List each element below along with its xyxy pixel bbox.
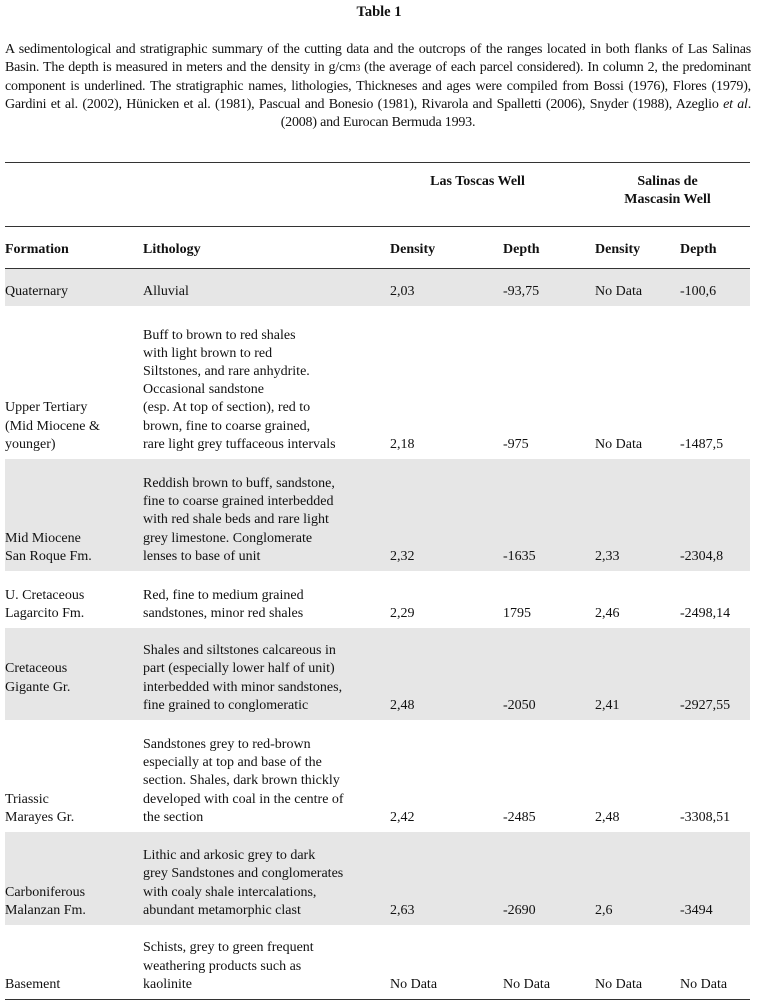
caption-text: A sedimentological and stratigraphic summary of the cutting data and the outcrops of the ranges located in both flanks of Las Salinas Basin. The depth is measured in meters and the density in g/cm [5,42,751,76]
depth-salinas-cell: -2304,8 [680,459,750,571]
density-salinas-cell: No Data [595,269,680,307]
col-depth-2: Depth [680,227,750,269]
depth-las-toscas-cell: -2050 [503,628,595,720]
density-las-toscas-cell: 2,63 [390,832,503,925]
table-row [5,628,750,720]
density-las-toscas-cell: 2,48 [390,628,503,720]
empty-header [5,163,390,227]
formation-cell: Carboniferous Malanzan Fm. [5,832,143,925]
group-header-las-toscas: Las Toscas Well [390,163,595,227]
col-density-1: Density [390,227,503,269]
col-lithology: Lithology [143,227,390,269]
formation-cell: Basement [5,925,143,1000]
table-title: Table 1 [356,4,402,20]
formation-cell: Triassic Marayes Gr. [5,791,75,825]
depth-las-toscas-cell: -93,75 [503,269,595,307]
caption-text: . (2008) and Eurocan Bermuda 1993. [280,96,751,131]
col-density-2: Density [595,227,680,269]
density-salinas-cell: 2,41 [595,628,680,720]
lithology-cell: Schists, grey to green frequent weathering products such as kaolinite [143,925,390,1000]
depth-salinas-cell: No Data [680,925,750,1000]
table-row [5,306,750,459]
lithology-cell: Red, fine to medium grained sandstones, minor red shales [143,587,304,621]
depth-las-toscas-cell: -2690 [503,832,595,925]
table-row [5,269,750,307]
caption-text: (the average of each parcel considered). In column 2, the predominant component is underlined. The stratigraphic names, lithologies, Thickneses and ages were compiled from Bossi (1976), Flores (1979), Gardini et al. (2002), Hünicken et al. (1981), Pascual and Bonesio (1981), Rivarola and Spalletti (2006), Snyder (1988), Azeglio [5,60,752,112]
table-caption [5,41,751,132]
depth-las-toscas-cell: 1795 [503,605,531,621]
density-las-toscas-cell: 2,42 [390,809,415,825]
density-salinas-cell: 2,48 [595,809,620,825]
depth-las-toscas-cell: -2485 [503,809,536,825]
table-row [5,832,750,925]
lithology-cell: Shales and siltstones calcareous in part (especially lower half of unit) interbedded with minor sandstones, fine grained to conglomeratic [143,628,390,720]
depth-salinas-cell: -2927,55 [680,628,750,720]
depth-salinas-cell: -1487,5 [680,436,724,452]
depth-salinas-cell: -3308,51 [680,809,731,825]
density-las-toscas-cell: 2,03 [390,269,503,307]
density-salinas-cell: 2,46 [595,605,620,621]
summary-table [5,162,750,1000]
lithology-cell: Buff to brown to red shales with light brown to red Siltstones, and rare anhydrite. Occasional sandstone (esp. At top of section), red to brown, fine to coarse grained, rare light grey tuffaceous intervals [143,327,336,452]
depth-salinas-cell: -2498,14 [680,605,731,621]
table-row [5,720,750,832]
lithology-cell: Sandstones grey to red-brown especially at top and base of the section. Shales, dark brown thickly developed with coal in the centre of the section [143,736,344,825]
depth-salinas-cell: -3494 [680,832,750,925]
group-header-row [5,163,750,227]
depth-las-toscas-cell: -975 [503,436,529,452]
formation-cell: Mid Miocene San Roque Fm. [5,459,143,571]
caption-italic: et al [723,96,748,112]
lithology-cell: Reddish brown to buff, sandstone, fine to coarse grained interbedded with red shale beds and rare light grey limestone. Conglomerate lenses to base of unit [143,459,390,571]
density-las-toscas-cell: 2,32 [390,459,503,571]
lithology-cell: Alluvial [143,269,390,307]
group-header-salinas-label: Salinas de Mascasin Well [624,174,711,208]
density-las-toscas-cell: 2,29 [390,605,415,621]
formation-cell: Cretaceous Gigante Gr. [5,628,143,720]
depth-las-toscas-cell: -1635 [503,459,595,571]
col-depth-1: Depth [503,227,595,269]
caption-superscript: 3 [355,63,361,74]
density-las-toscas-cell: 2,18 [390,436,415,452]
lithology-cell: Lithic and arkosic grey to dark grey Sandstones and conglomerates with coaly shale intercalations, abundant metamorphic clast [143,832,390,925]
formation-cell: Upper Tertiary (Mid Miocene & younger) [5,400,100,452]
column-header-row [5,227,750,269]
density-salinas-cell: 2,6 [595,832,680,925]
formation-cell: U. Cretaceous Lagarcito Fm. [5,587,85,621]
density-salinas-cell: No Data [595,436,643,452]
group-header-salinas [595,163,750,227]
depth-salinas-cell: -100,6 [680,269,750,307]
formation-cell: Quaternary [5,269,143,307]
density-salinas-cell: 2,33 [595,459,680,571]
density-las-toscas-cell: No Data [390,925,503,1000]
density-salinas-cell: No Data [595,925,680,1000]
table-row [5,459,750,571]
table-row [5,925,750,1000]
depth-las-toscas-cell: No Data [503,925,595,1000]
col-formation: Formation [5,227,143,269]
table-row [5,571,750,628]
